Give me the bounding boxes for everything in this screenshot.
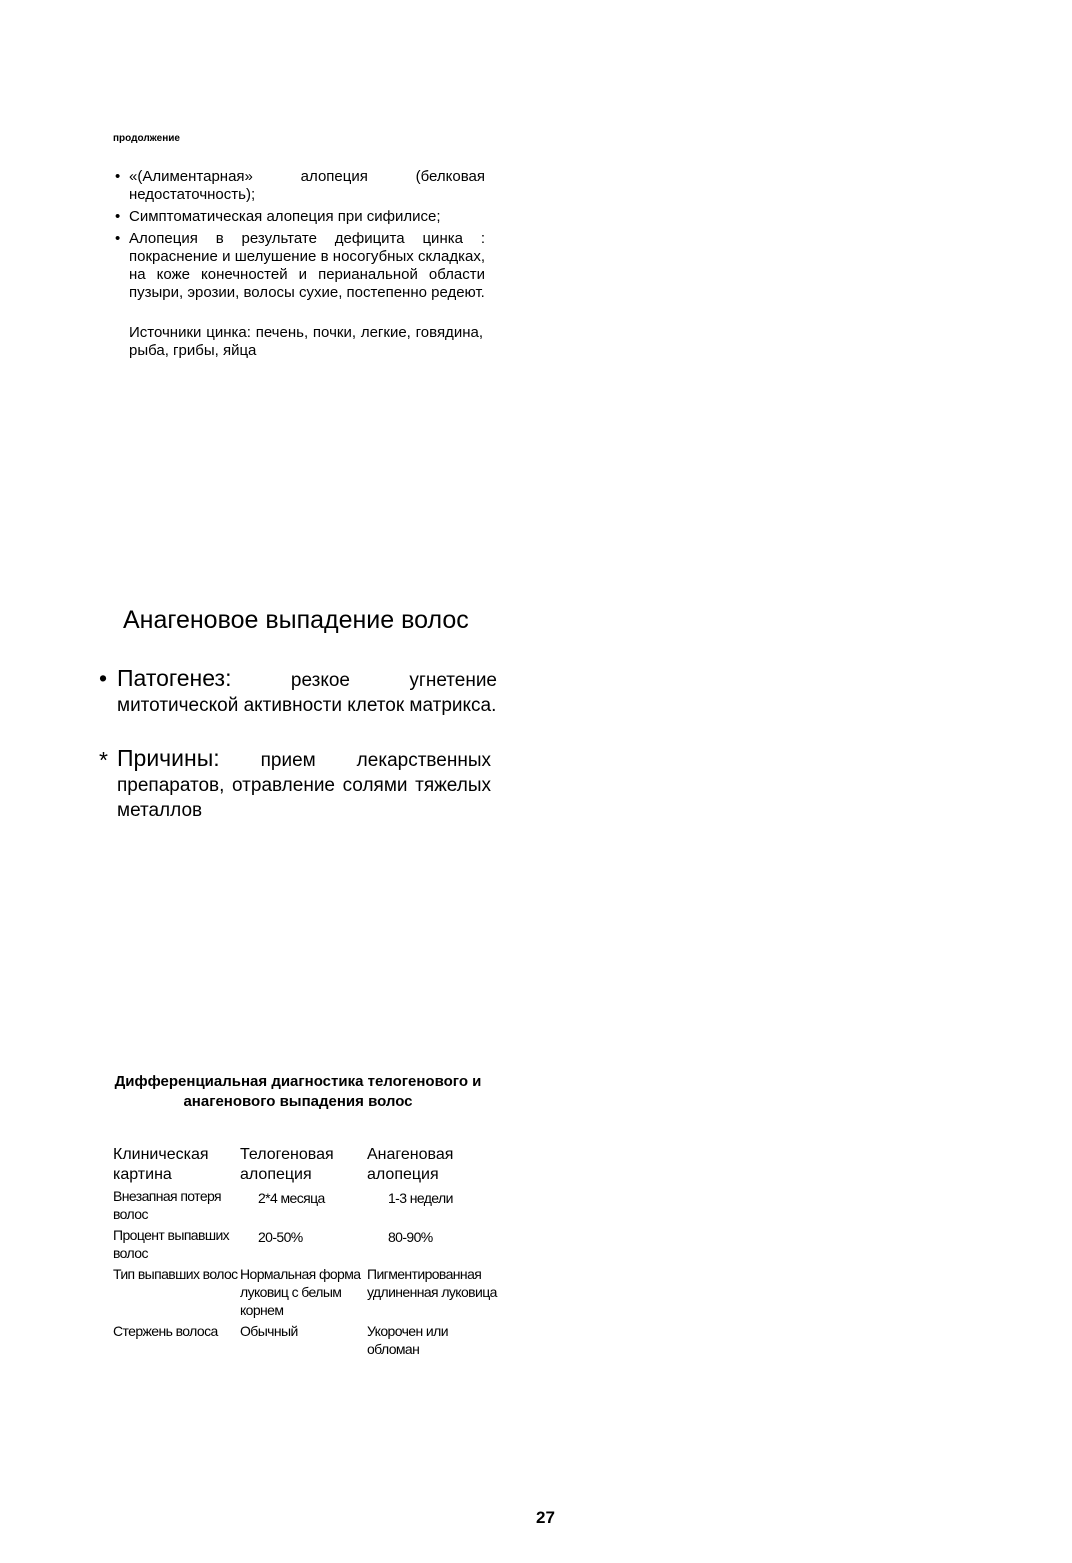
table-cell: Процент выпавших волос: [113, 1227, 230, 1261]
causes-text: прием лекарственных препаратов, отравление солями тяжелых металлов: [117, 750, 491, 821]
table-row: [113, 1187, 497, 1226]
differential-diagnosis-table: [113, 1145, 497, 1361]
table-cell: Укорочен или обломан: [367, 1323, 448, 1357]
table-header-row: [113, 1145, 497, 1187]
asterisk-mark: *: [99, 747, 108, 773]
table-cell: Внезапная потеря волос: [113, 1188, 222, 1222]
bullet-mark: •: [99, 665, 108, 691]
table-row: [113, 1226, 497, 1265]
column-header: Анагеновая алопеция: [367, 1146, 454, 1183]
table-cell: Обычный: [240, 1323, 298, 1339]
table-cell: Пигментированная удлиненная луковица: [367, 1266, 497, 1300]
list-item-text: Симптоматическая алопеция при сифилисе;: [129, 208, 441, 225]
list-item: [113, 230, 485, 302]
list-item-text: Алопеция в результате дефицита цинка : покраснение и шелушение в носогубных складках, на коже конечностей и перианальной области пузыри, эрозии, волосы сухие, постепенно редеют.: [129, 230, 485, 301]
causes-term: Причины:: [117, 745, 220, 771]
bullet-mark: •: [115, 168, 121, 185]
list-item: [113, 208, 485, 226]
table-cell: 20-50%: [258, 1229, 303, 1245]
causes-paragraph: [117, 746, 491, 823]
table-cell: Тип выпавших волос: [113, 1266, 238, 1282]
page-number: 27: [536, 1508, 555, 1527]
zinc-sources-text: Источники цинка: печень, почки, легкие, говядина, рыба, грибы, яйца: [129, 324, 483, 359]
bullet-mark: •: [115, 208, 121, 225]
table-cell: Нормальная форма луковиц с белым корнем: [240, 1266, 361, 1318]
pathogenesis-text: резкое угнетение митотической активности клеток матрикса.: [117, 670, 497, 716]
table-cell: 1-3 недели: [388, 1190, 453, 1206]
table-title: Дифференциальная диагностика телогенового и анагенового выпадения волос: [114, 1073, 482, 1110]
table-cell: Стержень волоса: [113, 1323, 218, 1339]
table-cell: 2*4 месяца: [258, 1190, 325, 1206]
table-row: [113, 1265, 497, 1322]
list-item-text: «(Алиментарная» алопеция (белковая недостаточность);: [129, 168, 485, 203]
table-row: [113, 1322, 497, 1361]
pathogenesis-paragraph: [117, 666, 497, 718]
column-header: Клиническая картина: [113, 1146, 209, 1183]
column-header: Телогеновая алопеция: [240, 1146, 334, 1183]
table-cell: 80-90%: [388, 1229, 433, 1245]
list-item: [113, 168, 485, 204]
alopecia-types-list: [113, 168, 485, 306]
continuation-label: продолжение: [113, 133, 180, 144]
bullet-mark: •: [115, 230, 121, 247]
pathogenesis-term: Патогенез:: [117, 665, 232, 691]
section-title: Анагеновое выпадение волос: [123, 606, 469, 634]
